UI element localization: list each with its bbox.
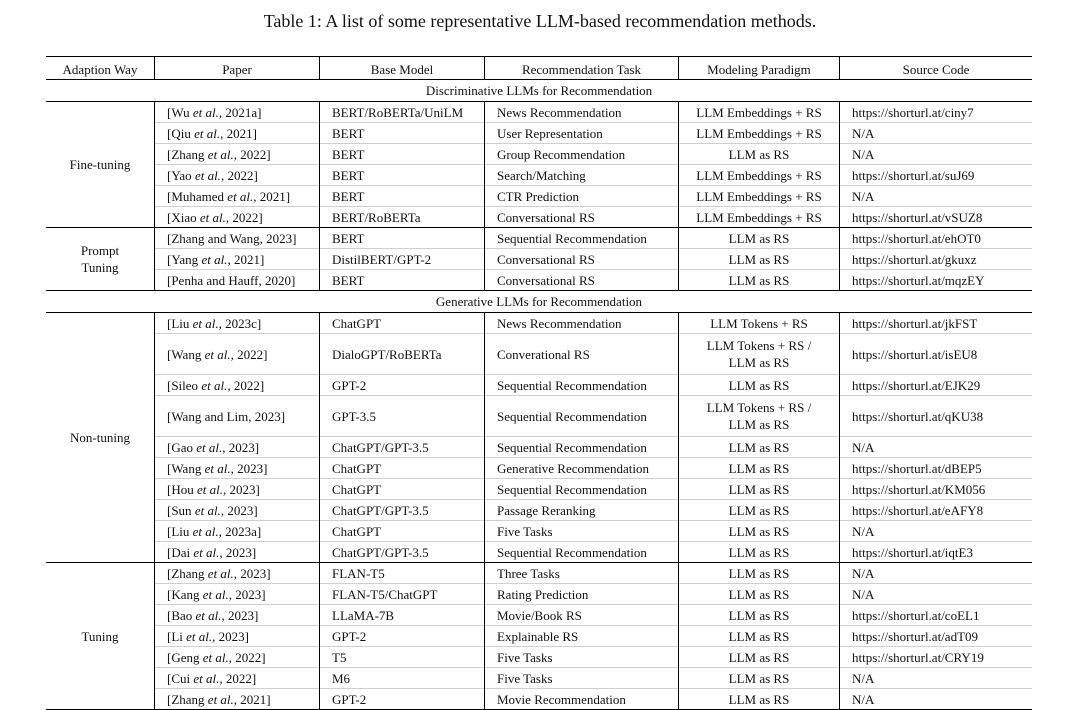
recommendation-task-cell: Sequential Recommendation: [485, 437, 679, 458]
header-paper: Paper: [155, 57, 320, 80]
base-model-cell: ChatGPT: [320, 313, 485, 334]
base-model-cell: GPT-2: [320, 375, 485, 396]
paper-cell: [155, 521, 320, 542]
recommendation-task-cell: Rating Prediction: [485, 584, 679, 605]
modeling-paradigm-cell: LLM as RS: [679, 249, 840, 270]
base-model-cell: DistilBERT/GPT-2: [320, 249, 485, 270]
recommendation-task-cell: Conversational RS: [485, 207, 679, 228]
paper-etal: et al.: [191, 167, 221, 183]
source-code-cell: https://shorturl.at/jkFST: [840, 313, 1033, 334]
table-row: [46, 584, 1032, 605]
paper-author: [Sileo: [167, 377, 199, 393]
recommendation-task-cell: Sequential Recommendation: [485, 375, 679, 396]
paper-year: , 2021]: [253, 188, 291, 204]
base-model-cell: BERT: [320, 270, 485, 291]
adaption-way-cell: [46, 228, 155, 291]
source-code-cell: https://shorturl.at/coEL1: [840, 605, 1033, 626]
paper-year: , 2022]: [228, 649, 266, 665]
base-model-cell: ChatGPT/GPT-3.5: [320, 500, 485, 521]
paradigm-line: LLM Tokens + RS /: [706, 338, 812, 353]
base-model-cell: BERT: [320, 186, 485, 207]
source-code-cell: https://shorturl.at/KM056: [840, 479, 1033, 500]
paper-year: , 2022]: [230, 346, 268, 362]
table-row: [46, 542, 1032, 563]
source-code-cell: https://shorturl.at/EJK29: [840, 375, 1033, 396]
source-code-cell: https://shorturl.at/isEU8: [840, 334, 1033, 375]
paper-author: [Yao: [167, 167, 192, 183]
table-row: [46, 249, 1032, 270]
paper-etal: et al.: [204, 146, 234, 162]
base-model-cell: GPT-2: [320, 626, 485, 647]
header-recommendation-task: Recommendation Task: [485, 57, 679, 80]
paper-year: , 2021a]: [218, 104, 262, 120]
paper-author: [Zhang: [167, 146, 205, 162]
paper-year: , 2023a]: [218, 523, 262, 539]
source-code-cell: N/A: [840, 437, 1033, 458]
table-row: [46, 500, 1032, 521]
base-model-cell: BERT/RoBERTa/UniLM: [320, 102, 485, 123]
source-code-cell: https://shorturl.at/eAFY8: [840, 500, 1033, 521]
recommendation-task-cell: Sequential Recommendation: [485, 542, 679, 563]
source-code-cell: N/A: [840, 521, 1033, 542]
paradigm-line: LLM Tokens + RS /: [706, 400, 812, 415]
paper-etal: et al.: [190, 125, 221, 141]
paper-author: [Wang: [167, 346, 202, 362]
paper-year: , 2023c]: [218, 315, 262, 331]
paper-author: [Dai: [167, 544, 191, 560]
table-row: [46, 605, 1032, 626]
paper-author: [Penha and Hauff: [167, 272, 259, 288]
modeling-paradigm-cell: LLM as RS: [679, 626, 840, 647]
table-row: [46, 689, 1032, 710]
modeling-paradigm-cell: LLM Embeddings + RS: [679, 207, 840, 228]
paper-etal: et al.: [193, 439, 223, 455]
paper-year: , 2023]: [222, 481, 260, 497]
paper-year: , 2022]: [225, 209, 263, 225]
paper-etal: et al.: [191, 502, 221, 518]
source-code-cell: https://shorturl.at/qKU38: [840, 396, 1033, 437]
paper-cell: [155, 123, 320, 144]
paper-etal: et al.: [199, 649, 229, 665]
table-row: [46, 334, 1032, 375]
modeling-paradigm-cell: LLM as RS: [679, 437, 840, 458]
paper-author: [Sun: [167, 502, 192, 518]
adaption-way-cell: Fine-tuning: [46, 102, 155, 228]
recommendation-task-cell: News Recommendation: [485, 313, 679, 334]
source-code-cell: N/A: [840, 668, 1033, 689]
paper-cell: [155, 689, 320, 710]
modeling-paradigm-cell: LLM as RS: [679, 521, 840, 542]
paper-cell: [155, 584, 320, 605]
recommendation-task-cell: Passage Reranking: [485, 500, 679, 521]
base-model-cell: T5: [320, 647, 485, 668]
source-code-cell: https://shorturl.at/ehOT0: [840, 228, 1033, 249]
header-base-model: Base Model: [320, 57, 485, 80]
base-model-cell: ChatGPT/GPT-3.5: [320, 437, 485, 458]
paper-etal: et al.: [201, 460, 231, 476]
paper-cell: [155, 605, 320, 626]
paper-author: [Yang: [167, 251, 199, 267]
base-model-cell: BERT: [320, 228, 485, 249]
modeling-paradigm-cell: LLM as RS: [679, 542, 840, 563]
paper-year: , 2022]: [227, 377, 265, 393]
modeling-paradigm-cell: LLM Embeddings + RS: [679, 165, 840, 186]
recommendation-task-cell: News Recommendation: [485, 102, 679, 123]
group-header-row: [46, 291, 1032, 313]
methods-table: [46, 56, 1032, 710]
table-row: [46, 396, 1032, 437]
paper-year: , 2021]: [227, 251, 265, 267]
modeling-paradigm-cell: [679, 396, 840, 437]
paper-author: [Hou: [167, 481, 194, 497]
paper-author: [Zhang and Wang: [167, 230, 260, 246]
table-row: [46, 123, 1032, 144]
paper-author: [Kang: [167, 586, 200, 602]
paper-author: [Liu: [167, 315, 190, 331]
paper-author: [Gao: [167, 439, 193, 455]
recommendation-task-cell: Group Recommendation: [485, 144, 679, 165]
table-row: [46, 313, 1032, 334]
paper-author: [Cui: [167, 670, 191, 686]
paper-etal: et al.: [193, 481, 223, 497]
modeling-paradigm-cell: LLM as RS: [679, 500, 840, 521]
modeling-paradigm-cell: LLM as RS: [679, 270, 840, 291]
recommendation-task-cell: Three Tasks: [485, 563, 679, 584]
recommendation-task-cell: Converational RS: [485, 334, 679, 375]
source-code-cell: N/A: [840, 123, 1033, 144]
modeling-paradigm-cell: LLM as RS: [679, 375, 840, 396]
group-header-row: [46, 80, 1032, 102]
table-row: [46, 458, 1032, 479]
table-body: [46, 80, 1032, 710]
paper-cell: [155, 626, 320, 647]
modeling-paradigm-cell: LLM Tokens + RS: [679, 313, 840, 334]
table-row: [46, 375, 1032, 396]
source-code-cell: https://shorturl.at/iqtE3: [840, 542, 1033, 563]
paper-author: [Qiu: [167, 125, 191, 141]
paper-etal: et al.: [224, 188, 254, 204]
adaption-way-cell: Tuning: [46, 563, 155, 710]
paper-cell: [155, 563, 320, 584]
paper-year: , 2023]: [230, 460, 268, 476]
paper-etal: et al.: [190, 670, 220, 686]
paper-cell: [155, 186, 320, 207]
group-title: Generative LLMs for Recommendation: [46, 291, 1032, 313]
paper-cell: [155, 270, 320, 291]
paper-year: , 2020]: [258, 272, 296, 288]
modeling-paradigm-cell: LLM as RS: [679, 689, 840, 710]
recommendation-task-cell: Conversational RS: [485, 270, 679, 291]
paper-year: , 2023]: [233, 565, 271, 581]
base-model-cell: M6: [320, 668, 485, 689]
paper-etal: et al.: [198, 251, 228, 267]
paper-cell: [155, 542, 320, 563]
recommendation-task-cell: Five Tasks: [485, 647, 679, 668]
paper-etal: et al.: [182, 628, 213, 644]
paradigm-line: LLM as RS: [728, 355, 790, 370]
adaption-way-line: Tuning: [81, 260, 119, 275]
header-modeling-paradigm: Modeling Paradigm: [679, 57, 840, 80]
paper-year: , 2021]: [220, 125, 257, 141]
paper-author: [Wang: [167, 460, 202, 476]
paradigm-line: LLM as RS: [728, 417, 790, 432]
recommendation-task-cell: Generative Recommendation: [485, 458, 679, 479]
paper-cell: [155, 144, 320, 165]
modeling-paradigm-cell: LLM Embeddings + RS: [679, 186, 840, 207]
paper-etal: et al.: [190, 544, 220, 560]
source-code-cell: https://shorturl.at/mqzEY: [840, 270, 1033, 291]
paper-year: , 2023]: [248, 408, 286, 424]
header-adaption-way: Adaption Way: [46, 57, 155, 80]
modeling-paradigm-cell: LLM as RS: [679, 458, 840, 479]
paper-cell: [155, 102, 320, 123]
base-model-cell: FLAN-T5/ChatGPT: [320, 584, 485, 605]
recommendation-task-cell: Search/Matching: [485, 165, 679, 186]
paper-etal: et al.: [192, 607, 222, 623]
paper-cell: [155, 500, 320, 521]
base-model-cell: GPT-2: [320, 689, 485, 710]
paper-cell: [155, 207, 320, 228]
source-code-cell: https://shorturl.at/vSUZ8: [840, 207, 1033, 228]
paper-author: [Zhang: [167, 691, 205, 707]
recommendation-task-cell: CTR Prediction: [485, 186, 679, 207]
paper-author: [Geng: [167, 649, 200, 665]
paper-etal: et al.: [189, 315, 219, 331]
base-model-cell: DialoGPT/RoBERTa: [320, 334, 485, 375]
paper-author: [Zhang: [167, 565, 205, 581]
paper-cell: [155, 228, 320, 249]
base-model-cell: BERT: [320, 144, 485, 165]
table-row: [46, 479, 1032, 500]
paper-year: , 2022]: [219, 670, 257, 686]
paper-etal: et al.: [204, 691, 234, 707]
recommendation-task-cell: User Representation: [485, 123, 679, 144]
modeling-paradigm-cell: LLM Embeddings + RS: [679, 123, 840, 144]
source-code-cell: https://shorturl.at/adT09: [840, 626, 1033, 647]
paper-year: , 2023]: [219, 544, 257, 560]
modeling-paradigm-cell: LLM as RS: [679, 584, 840, 605]
modeling-paradigm-cell: LLM as RS: [679, 228, 840, 249]
base-model-cell: ChatGPT: [320, 458, 485, 479]
paper-year: , 2023]: [220, 502, 258, 518]
paper-year: , 2021]: [233, 691, 271, 707]
paper-author: [Wu: [167, 104, 190, 120]
base-model-cell: ChatGPT: [320, 479, 485, 500]
group-title: Discriminative LLMs for Recommendation: [46, 80, 1032, 102]
base-model-cell: LLaMA-7B: [320, 605, 485, 626]
modeling-paradigm-cell: [679, 334, 840, 375]
paper-author: [Wang and Lim: [167, 408, 249, 424]
source-code-cell: https://shorturl.at/gkuxz: [840, 249, 1033, 270]
table-row: [46, 186, 1032, 207]
paper-etal: et al.: [204, 565, 234, 581]
header-source-code: Source Code: [840, 57, 1033, 80]
paper-cell: [155, 668, 320, 689]
paper-etal: et al.: [189, 104, 219, 120]
base-model-cell: BERT: [320, 165, 485, 186]
table-row: [46, 102, 1032, 123]
adaption-way-cell: Non-tuning: [46, 313, 155, 563]
source-code-cell: N/A: [840, 584, 1033, 605]
paper-cell: [155, 249, 320, 270]
base-model-cell: ChatGPT: [320, 521, 485, 542]
base-model-cell: ChatGPT/GPT-3.5: [320, 542, 485, 563]
table-caption: Table 1: A list of some representative LLM-based recommendation methods.: [263, 11, 817, 31]
paper-cell: [155, 647, 320, 668]
paper-year: , 2023]: [228, 586, 266, 602]
paper-cell: [155, 334, 320, 375]
paper-cell: [155, 458, 320, 479]
source-code-cell: https://shorturl.at/ciny7: [840, 102, 1033, 123]
paper-author: [Muhamed: [167, 188, 225, 204]
paper-cell: [155, 375, 320, 396]
paper-author: [Bao: [167, 607, 193, 623]
paper-etal: et al.: [189, 523, 219, 539]
recommendation-task-cell: Explainable RS: [485, 626, 679, 647]
recommendation-task-cell: Sequential Recommendation: [485, 396, 679, 437]
paper-etal: et al.: [201, 346, 231, 362]
modeling-paradigm-cell: LLM as RS: [679, 668, 840, 689]
paper-year: , 2023]: [221, 607, 259, 623]
source-code-cell: https://shorturl.at/suJ69: [840, 165, 1033, 186]
table-row: [46, 626, 1032, 647]
base-model-cell: FLAN-T5: [320, 563, 485, 584]
paper-cell: [155, 313, 320, 334]
paper-author: [Liu: [167, 523, 190, 539]
table-row: [46, 270, 1032, 291]
table-row: [46, 207, 1032, 228]
paper-etal: et al.: [196, 209, 226, 225]
modeling-paradigm-cell: LLM as RS: [679, 647, 840, 668]
source-code-cell: https://shorturl.at/dBEP5: [840, 458, 1033, 479]
recommendation-task-cell: Movie Recommendation: [485, 689, 679, 710]
paper-author: [Li: [167, 628, 183, 644]
recommendation-task-cell: Sequential Recommendation: [485, 228, 679, 249]
paper-year: , 2022]: [233, 146, 271, 162]
paper-author: [Xiao: [167, 209, 197, 225]
table-row: [46, 668, 1032, 689]
recommendation-task-cell: Sequential Recommendation: [485, 479, 679, 500]
recommendation-task-cell: Movie/Book RS: [485, 605, 679, 626]
modeling-paradigm-cell: LLM as RS: [679, 144, 840, 165]
recommendation-task-cell: Five Tasks: [485, 521, 679, 542]
paper-year: , 2023]: [259, 230, 297, 246]
base-model-cell: BERT: [320, 123, 485, 144]
base-model-cell: BERT/RoBERTa: [320, 207, 485, 228]
paper-cell: [155, 396, 320, 437]
source-code-cell: N/A: [840, 563, 1033, 584]
source-code-cell: N/A: [840, 144, 1033, 165]
table-row: [46, 521, 1032, 542]
source-code-cell: N/A: [840, 689, 1033, 710]
paper-year: , 2022]: [220, 167, 258, 183]
table-row: [46, 228, 1032, 249]
paper-year: , 2023]: [222, 439, 260, 455]
recommendation-task-cell: Conversational RS: [485, 249, 679, 270]
source-code-cell: https://shorturl.at/CRY19: [840, 647, 1033, 668]
modeling-paradigm-cell: LLM as RS: [679, 563, 840, 584]
table-row: [46, 647, 1032, 668]
table-row: [46, 437, 1032, 458]
paper-cell: [155, 479, 320, 500]
header-row: [46, 57, 1032, 80]
paper-cell: [155, 165, 320, 186]
paper-cell: [155, 437, 320, 458]
modeling-paradigm-cell: LLM as RS: [679, 479, 840, 500]
source-code-cell: N/A: [840, 186, 1033, 207]
base-model-cell: GPT-3.5: [320, 396, 485, 437]
table-row: [46, 144, 1032, 165]
table-row: [46, 165, 1032, 186]
modeling-paradigm-cell: LLM as RS: [679, 605, 840, 626]
table-row: [46, 563, 1032, 584]
adaption-way-line: Prompt: [80, 243, 120, 258]
modeling-paradigm-cell: LLM Embeddings + RS: [679, 102, 840, 123]
paper-year: , 2023]: [212, 628, 249, 644]
paper-etal: et al.: [199, 586, 229, 602]
recommendation-task-cell: Five Tasks: [485, 668, 679, 689]
paper-etal: et al.: [198, 377, 228, 393]
